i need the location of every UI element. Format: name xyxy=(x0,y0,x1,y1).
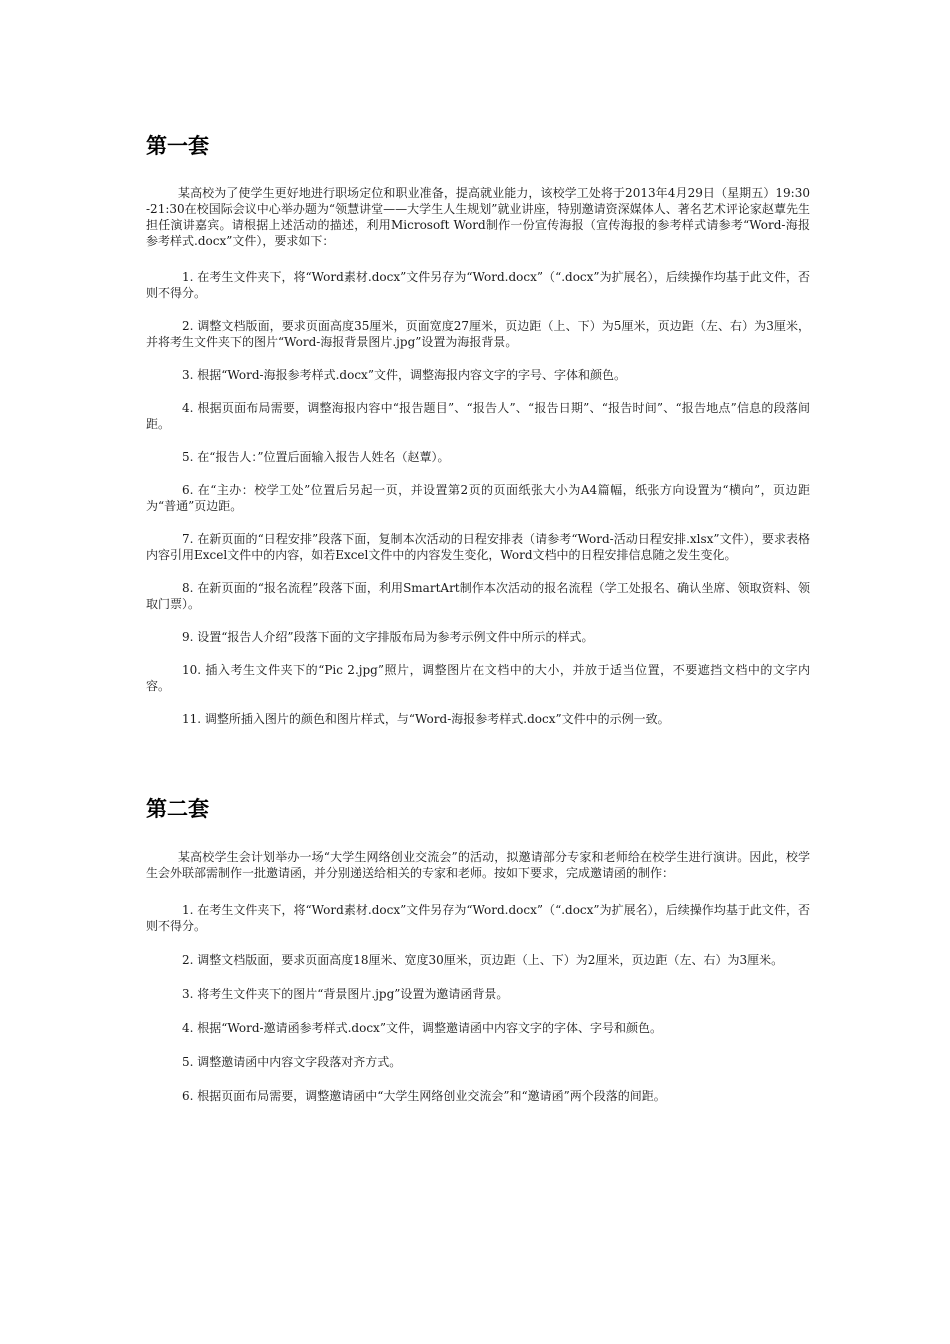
section-intro: 某高校为了使学生更好地进行职场定位和职业准备，提高就业能力，该校学工处将于2013年4月29日（星期五）19:30-21:30在校国际会议中心举办题为“领慧讲堂——大学生人生规划”就业讲座，特别邀请资深媒体人、著名艺术评论家赵蕈先生担任演讲嘉宾。请根据上述活动的描述，利用Microsoft Word制作一份宣传海报（宣传海报的参考样式请参考“Word-海报参考样式.docx”文件），要求如下： xyxy=(146,186,810,248)
requirement-item: 3. 将考生文件夹下的图片“背景图片.jpg”设置为邀请函背景。 xyxy=(182,987,509,1001)
section-first-set xyxy=(146,133,810,744)
requirement-item: 1. 在考生文件夹下，将“Word素材.docx”文件另存为“Word.docx”（“.docx”为扩展名），后续操作均基于此文件，否则不得分。 xyxy=(146,270,810,300)
requirement-item: 6. 在“主办：校学工处”位置后另起一页，并设置第2页的页面纸张大小为A4篇幅，纸张方向设置为“横向”，页边距为“普通”页边距。 xyxy=(146,483,810,513)
requirement-item: 8. 在新页面的“报名流程”段落下面，利用SmartArt制作本次活动的报名流程（学工处报名、确认坐席、领取资料、领取门票）。 xyxy=(146,581,810,611)
section-second-set xyxy=(146,796,810,1122)
requirement-item: 5. 在“报告人：”位置后面输入报告人姓名（赵蕈）。 xyxy=(182,450,450,464)
requirement-item: 7. 在新页面的“日程安排”段落下面，复制本次活动的日程安排表（请参考“Word-活动日程安排.xlsx”文件），要求表格内容引用Excel文件中的内容，如若Excel文件中的内容发生变化，Word文档中的日程安排信息随之发生变化。 xyxy=(146,532,810,562)
requirement-item: 4. 根据“Word-邀请函参考样式.docx”文件，调整邀请函中内容文字的字体、字号和颜色。 xyxy=(182,1021,662,1035)
requirement-item: 2. 调整文档版面，要求页面高度18厘米、宽度30厘米，页边距（上、下）为2厘米，页边距（左、右）为3厘米。 xyxy=(182,953,784,967)
requirement-item: 9. 设置“报告人介绍”段落下面的文字排版布局为参考示例文件中所示的样式。 xyxy=(182,630,594,644)
section-heading: 第二套 xyxy=(146,797,209,821)
requirement-item: 6. 根据页面布局需要，调整邀请函中“大学生网络创业交流会”和“邀请函”两个段落的间距。 xyxy=(182,1089,666,1103)
section-heading: 第一套 xyxy=(146,134,209,158)
requirement-item: 10. 插入考生文件夹下的“Pic 2.jpg”照片，调整图片在文档中的大小，并放于适当位置，不要遮挡文档中的文字内容。 xyxy=(146,663,810,693)
requirement-item: 5. 调整邀请函中内容文字段落对齐方式。 xyxy=(182,1055,402,1069)
requirement-item: 11. 调整所插入图片的颜色和图片样式，与“Word-海报参考样式.docx”文件中的示例一致。 xyxy=(182,712,670,726)
requirement-item: 4. 根据页面布局需要，调整海报内容中“报告题目”、“报告人”、“报告日期”、“报告时间”、“报告地点”信息的段落间距。 xyxy=(146,401,810,431)
section-intro: 某高校学生会计划举办一场“大学生网络创业交流会”的活动，拟邀请部分专家和老师给在校学生进行演讲。因此，校学生会外联部需制作一批邀请函，并分别递送给相关的专家和老师。按如下要求，完成邀请函的制作： xyxy=(146,850,810,880)
requirement-item: 1. 在考生文件夹下，将“Word素材.docx”文件另存为“Word.docx”（“.docx”为扩展名），后续操作均基于此文件，否则不得分。 xyxy=(146,903,810,933)
requirement-item: 3. 根据“Word-海报参考样式.docx”文件，调整海报内容文字的字号、字体和颜色。 xyxy=(182,368,626,382)
requirement-item: 2. 调整文档版面，要求页面高度35厘米，页面宽度27厘米，页边距（上、下）为5厘米，页边距（左、右）为3厘米，并将考生文件夹下的图片“Word-海报背景图片.jpg”设置为海报背景。 xyxy=(146,319,810,349)
